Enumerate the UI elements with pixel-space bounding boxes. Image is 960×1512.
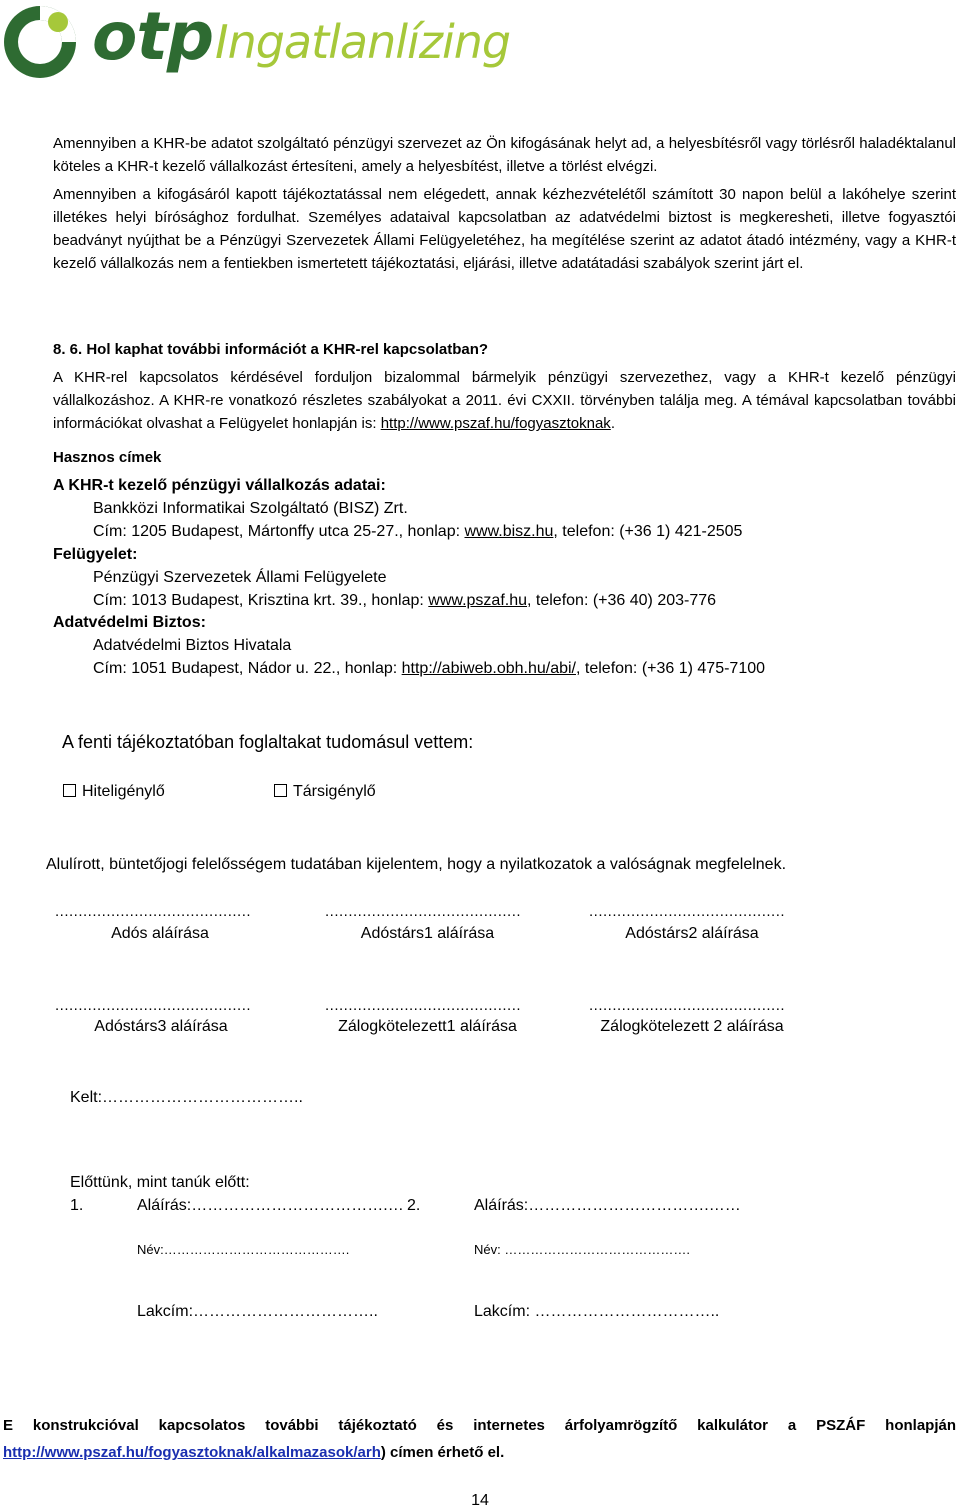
checkbox-co-applicant[interactable]: [274, 780, 376, 803]
bisz-address: [93, 520, 742, 543]
otp-ingatlanlizing-logo: [0, 0, 560, 82]
paragraph-more-info: [53, 366, 956, 435]
witness-heading: Előttünk, mint tanúk előtt:: [70, 1174, 250, 1191]
signature-label-codebtor3: Adóstárs3 aláírása: [94, 1018, 228, 1035]
paragraph-more-info-text: A KHR-rel kapcsolatos kérdésével forduljon bizalommal bármelyik pénzügyi szervezethez, vagy a KHR-t kezelő pénzügyi vállalkozáshoz. A KHR-re vonatkozó részletes szabályokat a 2011. évi CXXII. törvényben találja meg. A témával kapcsolatban további információkat olvashat a Felügyelet honlapján is:: [53, 369, 956, 432]
date-field[interactable]: Kelt:………………………………..: [70, 1089, 303, 1106]
witness2-number: 2.: [407, 1197, 421, 1214]
witness1-signature-field[interactable]: Aláírás:……………………………….…: [137, 1197, 404, 1214]
otp-logo-mark-icon: [0, 0, 90, 82]
bisz-address-text: Cím: 1205 Budapest, Mártonffy utca 25-27., honlap:: [93, 523, 465, 540]
witness2-name-field[interactable]: Név: …………………………………….: [474, 1242, 690, 1257]
bisz-name: Bankközi Informatikai Szolgáltató (BISZ) Zrt.: [93, 500, 408, 517]
pszaf-address: [93, 589, 716, 612]
logo-brand-text: otp: [92, 0, 214, 75]
pszaf-fogyasztoknak-link[interactable]: http://www.pszaf.hu/fogyasztoknak: [380, 415, 611, 432]
footer-note-line2: [3, 1441, 504, 1464]
checkbox-co-applicant-label: Társigénylő: [293, 783, 376, 800]
witness1-number: 1.: [70, 1197, 84, 1214]
signature-label-codebtor2: Adóstárs2 aláírása: [625, 925, 759, 942]
acknowledgement-text: A fenti tájékoztatóban foglaltakat tudomásul vettem:: [62, 732, 474, 752]
supervisor-heading: Felügyelet:: [53, 546, 138, 563]
footer-note-line1: E konstrukcióval kapcsolatos további tájékoztató és internetes árfolyamrögzítő kalkulátor a PSZÁF honlapján: [3, 1417, 956, 1434]
abi-address: [93, 657, 765, 680]
bisz-website-link[interactable]: www.bisz.hu: [464, 523, 554, 540]
signature-line[interactable]: ..........................................: [325, 903, 522, 920]
checkbox-applicant-box[interactable]: [63, 784, 76, 797]
signature-label-debtor: Adós aláírása: [111, 925, 209, 942]
signature-line[interactable]: ..........................................: [55, 903, 252, 920]
khr-operator-heading: A KHR-t kezelő pénzügyi vállalkozás adatai:: [53, 477, 386, 494]
abi-website-link[interactable]: http://abiweb.obh.hu/abi/: [401, 660, 576, 677]
bisz-phone-text: , telefon: (+36 1) 421-2505: [553, 523, 743, 540]
abi-name: Adatvédelmi Biztos Hivatala: [93, 637, 292, 654]
footer-note-end: ) címen érhető el.: [380, 1444, 505, 1461]
pszaf-website-link[interactable]: www.pszaf.hu: [428, 592, 528, 609]
witness2-signature-field[interactable]: Aláírás:…………………………….……: [474, 1197, 741, 1214]
pszaf-phone-text: , telefon: (+36 40) 203-776: [527, 592, 717, 609]
signature-line[interactable]: ..........................................: [589, 997, 786, 1014]
section-heading: 8. 6. Hol kaphat további információt a KHR-rel kapcsolatban?: [53, 341, 489, 358]
pszaf-address-text: Cím: 1013 Budapest, Krisztina krt. 39., honlap:: [93, 592, 429, 609]
abi-address-text: Cím: 1051 Budapest, Nádor u. 22., honlap:: [93, 660, 402, 677]
signature-label-pledgor2: Zálogkötelezett 2 aláírása: [600, 1018, 784, 1035]
paragraph-end-dot: .: [610, 415, 615, 432]
page-number: 14: [471, 1492, 489, 1509]
signature-label-codebtor1: Adóstárs1 aláírása: [360, 925, 495, 942]
pszaf-name: Pénzügyi Szervezetek Állami Felügyelete: [93, 569, 387, 586]
signature-label-pledgor1: Zálogkötelezett1 aláírása: [338, 1018, 517, 1035]
useful-addresses-heading: Hasznos címek: [53, 449, 162, 466]
data-protection-heading: Adatvédelmi Biztos:: [53, 614, 206, 631]
checkbox-co-applicant-box[interactable]: [274, 784, 287, 797]
signature-line[interactable]: ..........................................: [325, 997, 522, 1014]
checkbox-applicant-label: Hiteligénylő: [82, 783, 165, 800]
pszaf-calculator-link[interactable]: http://www.pszaf.hu/fogyasztoknak/alkalmazasok/arh: [3, 1444, 381, 1461]
signature-line[interactable]: ..........................................: [55, 997, 252, 1014]
declaration-text: Alulírott, büntetőjogi felelősségem tudatában kijelentem, hogy a nyilatkozatok a valóságnak megfelelnek.: [46, 856, 787, 873]
checkbox-applicant[interactable]: [63, 780, 165, 803]
logo-product-text: Ingatlanlízing: [215, 15, 511, 69]
paragraph-correction: Amennyiben a KHR-be adatot szolgáltató pénzügyi szervezet az Ön kifogásának helyt ad, a helyesbítésről vagy törlésről haladéktalanul köteles a KHR-t kezelő vállalkozást értesíteni, amely a helyesbítést, illetve a törlést elvégzi.: [53, 135, 956, 175]
signature-line[interactable]: ..........................................: [589, 903, 786, 920]
witness1-address-field[interactable]: Lakcím:……………………………..: [137, 1303, 378, 1320]
witness2-address-field[interactable]: Lakcím: ……………………………..: [474, 1303, 720, 1320]
abi-phone-text: , telefon: (+36 1) 475-7100: [576, 660, 766, 677]
paragraph-complaint: Amennyiben a kifogásáról kapott tájékoztatással nem elégedett, annak kézhezvételétől számított 30 napon belül a lakóhelye szerint illetékes helyi bírósághoz fordulhat. Személyes adataival kapcsolatban az adatvédelmi biztost is megkeresheti, illetve fogyasztói beadványt nyújthat be a Pénzügyi Szervezetek Állami Felügyeletéhez, ha megítélése szerint az adatot átadó intézmény, vagy a KHR-t kezelő vállalkozás nem a fentiekben ismertetett tájékoztatási, eljárási, illetve adatátadási szabályok szerint járt el.: [53, 186, 956, 272]
witness1-name-field[interactable]: Név:…………………………………….: [137, 1242, 350, 1257]
